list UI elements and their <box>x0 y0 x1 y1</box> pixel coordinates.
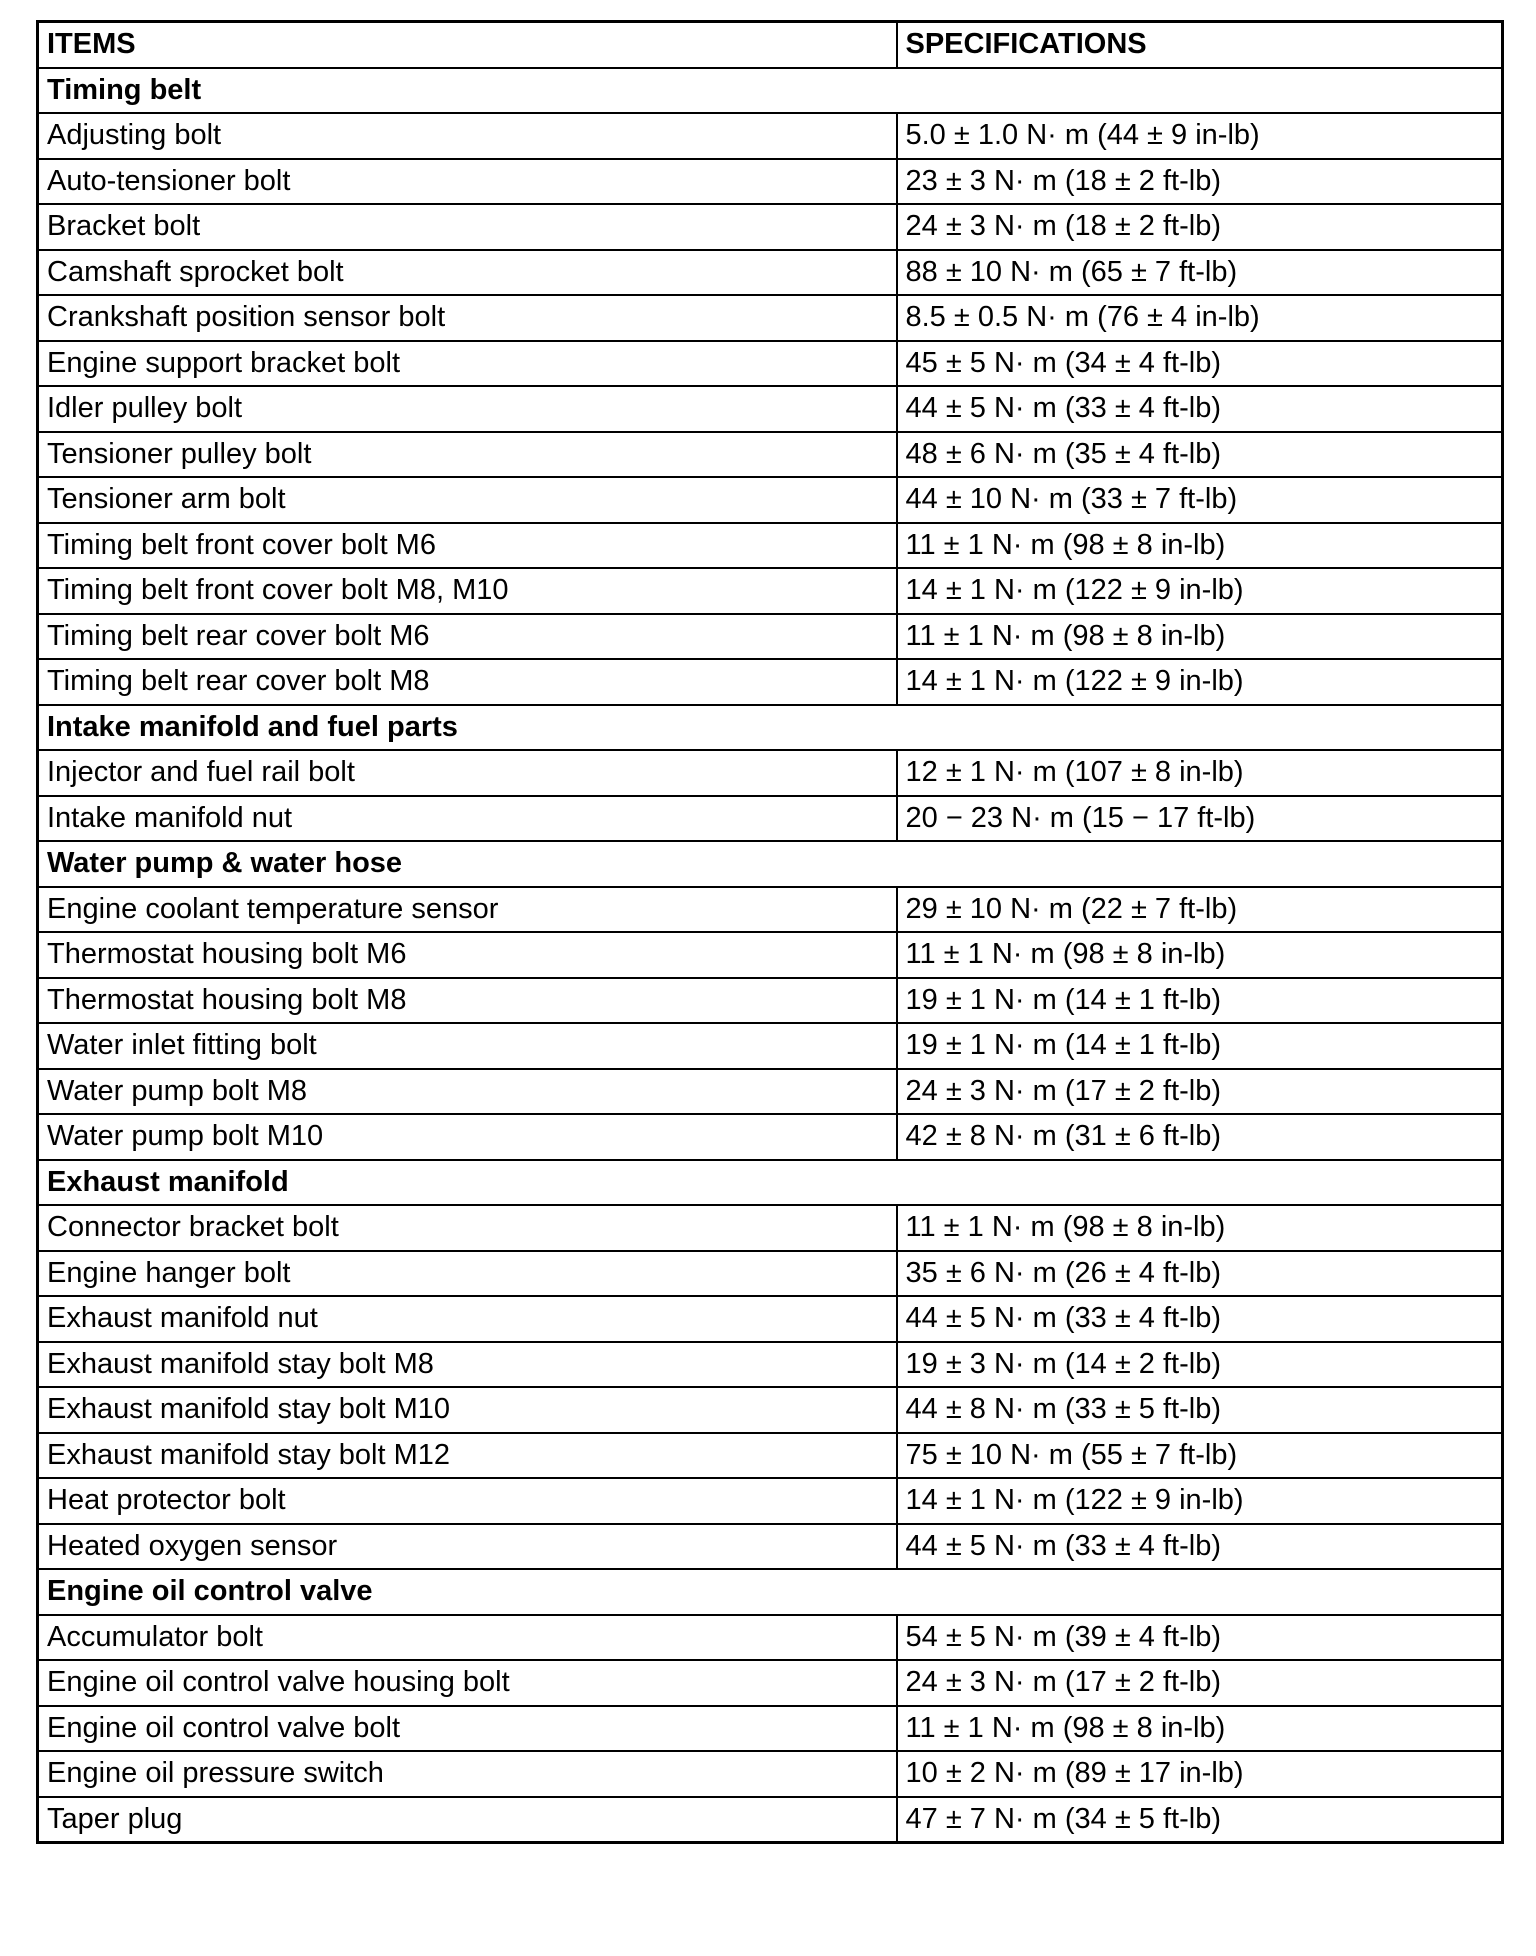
table-row <box>38 1069 1503 1115</box>
table-row <box>38 1615 1503 1661</box>
specification-cell: 44 ± 10 N· m (33 ± 7 ft-lb) <box>897 477 1503 523</box>
item-cell: Water pump bolt M10 <box>38 1114 897 1160</box>
specification-cell: 24 ± 3 N· m (17 ± 2 ft-lb) <box>897 1660 1503 1706</box>
table-row <box>38 659 1503 705</box>
item-cell: Tensioner pulley bolt <box>38 432 897 478</box>
specification-cell: 75 ± 10 N· m (55 ± 7 ft-lb) <box>897 1433 1503 1479</box>
table-row <box>38 159 1503 205</box>
item-cell: Auto-tensioner bolt <box>38 159 897 205</box>
item-cell: Camshaft sprocket bolt <box>38 250 897 296</box>
specification-cell: 14 ± 1 N· m (122 ± 9 in-lb) <box>897 1478 1503 1524</box>
specification-cell: 5.0 ± 1.0 N· m (44 ± 9 in-lb) <box>897 113 1503 159</box>
item-cell: Exhaust manifold nut <box>38 1296 897 1342</box>
item-cell: Bracket bolt <box>38 204 897 250</box>
item-cell: Taper plug <box>38 1797 897 1843</box>
table-row <box>38 1751 1503 1797</box>
item-cell: Idler pulley bolt <box>38 386 897 432</box>
specification-cell: 14 ± 1 N· m (122 ± 9 in-lb) <box>897 568 1503 614</box>
specification-cell: 14 ± 1 N· m (122 ± 9 in-lb) <box>897 659 1503 705</box>
item-cell: Thermostat housing bolt M8 <box>38 978 897 1024</box>
table-row <box>38 1706 1503 1752</box>
item-cell: Engine coolant temperature sensor <box>38 887 897 933</box>
item-cell: Heat protector bolt <box>38 1478 897 1524</box>
specification-cell: 88 ± 10 N· m (65 ± 7 ft-lb) <box>897 250 1503 296</box>
specification-cell: 44 ± 5 N· m (33 ± 4 ft-lb) <box>897 1524 1503 1570</box>
specification-cell: 44 ± 5 N· m (33 ± 4 ft-lb) <box>897 1296 1503 1342</box>
item-cell: Exhaust manifold stay bolt M8 <box>38 1342 897 1388</box>
item-cell: Engine oil control valve bolt <box>38 1706 897 1752</box>
item-cell: Timing belt front cover bolt M6 <box>38 523 897 569</box>
table-row <box>38 250 1503 296</box>
item-cell: Engine oil control valve housing bolt <box>38 1660 897 1706</box>
specification-cell: 11 ± 1 N· m (98 ± 8 in-lb) <box>897 1205 1503 1251</box>
table-row <box>38 1342 1503 1388</box>
specification-cell: 24 ± 3 N· m (17 ± 2 ft-lb) <box>897 1069 1503 1115</box>
specification-cell: 12 ± 1 N· m (107 ± 8 in-lb) <box>897 750 1503 796</box>
table-row <box>38 341 1503 387</box>
items-column-header: ITEMS <box>38 22 897 68</box>
specification-cell: 11 ± 1 N· m (98 ± 8 in-lb) <box>897 614 1503 660</box>
item-cell: Water inlet fitting bolt <box>38 1023 897 1069</box>
item-cell: Engine hanger bolt <box>38 1251 897 1297</box>
specification-cell: 11 ± 1 N· m (98 ± 8 in-lb) <box>897 932 1503 978</box>
table-header-row <box>38 22 1503 68</box>
specification-cell: 10 ± 2 N· m (89 ± 17 in-lb) <box>897 1751 1503 1797</box>
table-row <box>38 1524 1503 1570</box>
table-row <box>38 614 1503 660</box>
specification-cell: 19 ± 1 N· m (14 ± 1 ft-lb) <box>897 1023 1503 1069</box>
table-row <box>38 1205 1503 1251</box>
item-cell: Exhaust manifold stay bolt M12 <box>38 1433 897 1479</box>
table-row <box>38 1251 1503 1297</box>
section-title: Engine oil control valve <box>38 1569 1503 1615</box>
specification-cell: 48 ± 6 N· m (35 ± 4 ft-lb) <box>897 432 1503 478</box>
specification-cell: 20 − 23 N· m (15 − 17 ft-lb) <box>897 796 1503 842</box>
specification-cell: 19 ± 1 N· m (14 ± 1 ft-lb) <box>897 978 1503 1024</box>
table-row <box>38 113 1503 159</box>
specification-cell: 54 ± 5 N· m (39 ± 4 ft-lb) <box>897 1615 1503 1661</box>
item-cell: Intake manifold nut <box>38 796 897 842</box>
spec-page <box>36 20 1501 1844</box>
table-row <box>38 432 1503 478</box>
table-row <box>38 1114 1503 1160</box>
specification-cell: 24 ± 3 N· m (18 ± 2 ft-lb) <box>897 204 1503 250</box>
section-title: Exhaust manifold <box>38 1160 1503 1206</box>
table-row <box>38 568 1503 614</box>
table-row <box>38 1023 1503 1069</box>
item-cell: Timing belt front cover bolt M8, M10 <box>38 568 897 614</box>
specification-cell: 42 ± 8 N· m (31 ± 6 ft-lb) <box>897 1114 1503 1160</box>
table-row <box>38 1797 1503 1843</box>
section-row <box>38 1160 1503 1206</box>
section-title: Timing belt <box>38 68 1503 114</box>
item-cell: Accumulator bolt <box>38 1615 897 1661</box>
table-row <box>38 1296 1503 1342</box>
section-row <box>38 1569 1503 1615</box>
section-row <box>38 68 1503 114</box>
table-row <box>38 204 1503 250</box>
section-row <box>38 841 1503 887</box>
item-cell: Connector bracket bolt <box>38 1205 897 1251</box>
item-cell: Thermostat housing bolt M6 <box>38 932 897 978</box>
specification-cell: 29 ± 10 N· m (22 ± 7 ft-lb) <box>897 887 1503 933</box>
item-cell: Water pump bolt M8 <box>38 1069 897 1115</box>
table-row <box>38 1660 1503 1706</box>
item-cell: Injector and fuel rail bolt <box>38 750 897 796</box>
table-row <box>38 1387 1503 1433</box>
table-row <box>38 887 1503 933</box>
table-row <box>38 386 1503 432</box>
table-row <box>38 1478 1503 1524</box>
table-row <box>38 1433 1503 1479</box>
table-row <box>38 796 1503 842</box>
specification-cell: 11 ± 1 N· m (98 ± 8 in-lb) <box>897 523 1503 569</box>
section-title: Intake manifold and fuel parts <box>38 705 1503 751</box>
item-cell: Adjusting bolt <box>38 113 897 159</box>
item-cell: Engine oil pressure switch <box>38 1751 897 1797</box>
specification-cell: 8.5 ± 0.5 N· m (76 ± 4 in-lb) <box>897 295 1503 341</box>
item-cell: Engine support bracket bolt <box>38 341 897 387</box>
specifications-column-header: SPECIFICATIONS <box>897 22 1503 68</box>
torque-spec-table <box>36 20 1504 1844</box>
table-row <box>38 523 1503 569</box>
item-cell: Timing belt rear cover bolt M6 <box>38 614 897 660</box>
specification-cell: 45 ± 5 N· m (34 ± 4 ft-lb) <box>897 341 1503 387</box>
table-row <box>38 477 1503 523</box>
specification-cell: 47 ± 7 N· m (34 ± 5 ft-lb) <box>897 1797 1503 1843</box>
specification-cell: 44 ± 8 N· m (33 ± 5 ft-lb) <box>897 1387 1503 1433</box>
specification-cell: 35 ± 6 N· m (26 ± 4 ft-lb) <box>897 1251 1503 1297</box>
item-cell: Tensioner arm bolt <box>38 477 897 523</box>
specification-cell: 23 ± 3 N· m (18 ± 2 ft-lb) <box>897 159 1503 205</box>
specification-cell: 19 ± 3 N· m (14 ± 2 ft-lb) <box>897 1342 1503 1388</box>
item-cell: Heated oxygen sensor <box>38 1524 897 1570</box>
table-row <box>38 750 1503 796</box>
item-cell: Timing belt rear cover bolt M8 <box>38 659 897 705</box>
specification-cell: 11 ± 1 N· m (98 ± 8 in-lb) <box>897 1706 1503 1752</box>
table-body <box>38 68 1503 1843</box>
section-title: Water pump & water hose <box>38 841 1503 887</box>
section-row <box>38 705 1503 751</box>
item-cell: Crankshaft position sensor bolt <box>38 295 897 341</box>
specification-cell: 44 ± 5 N· m (33 ± 4 ft-lb) <box>897 386 1503 432</box>
table-row <box>38 932 1503 978</box>
item-cell: Exhaust manifold stay bolt M10 <box>38 1387 897 1433</box>
table-row <box>38 295 1503 341</box>
table-row <box>38 978 1503 1024</box>
